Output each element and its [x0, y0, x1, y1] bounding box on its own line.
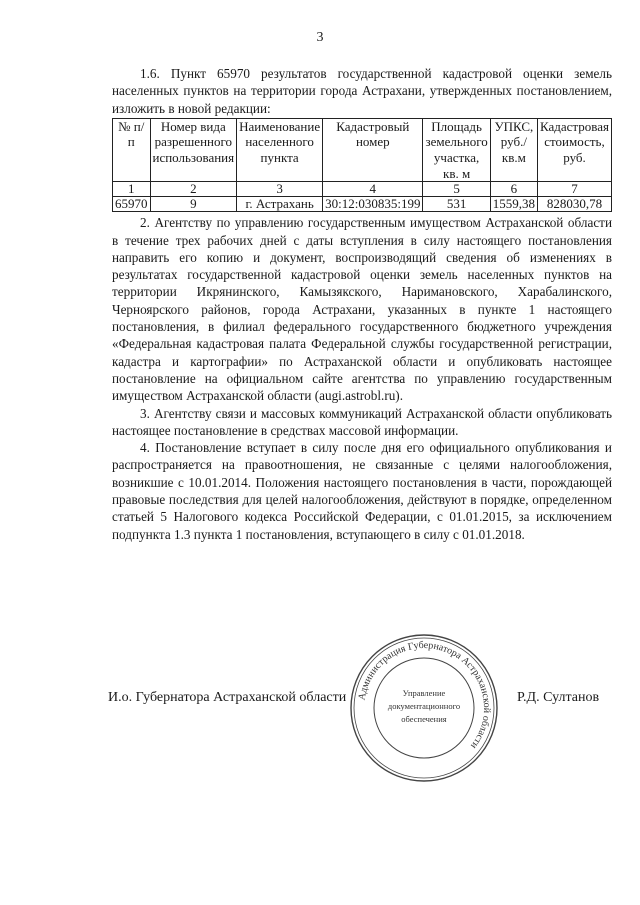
- table-row: [113, 197, 612, 212]
- header-number: № п/п: [113, 118, 151, 181]
- signatory-name: Р.Д. Султанов: [517, 690, 600, 705]
- cell-upks: 1559,38: [490, 197, 537, 212]
- page-number: 3: [316, 30, 324, 45]
- cadastral-table: [112, 118, 612, 212]
- column-number: 3: [237, 182, 323, 197]
- intro-paragraph: 1.6. Пункт 65970 результатов государственной кадастровой оценки земель населенных пунктов на территории города Астрахани, утвержденных постановлением, изложить в новой редакции:: [112, 66, 612, 116]
- column-number: 5: [423, 182, 490, 197]
- paragraph-2: 2. Агентству по управлению государственным имуществом Астраханской области в течение трех рабочих дней с даты вступления в силу настоящего постановления направить его копию и документ, воспроизводящий сведения об изменениях в результатах государственной кадастровой оценки земель населенных пунктов на территории Икрянинского, Камызякского, Наримановского, Харабалинского, Черноярского районов, города Астрахани, указанных в пункте 1 настоящего постановления, в филиал федерального государственного бюджетного учреждения «Федеральная кадастровая палата Федеральной службы государственной регистрации, кадастра и картографии» по Астраханской области и опубликовать настоящее постановление на официальном сайте агентства по управлению государственным имуществом Астраханской области (augi.astrobl.ru).: [112, 215, 612, 404]
- official-stamp: [348, 632, 500, 784]
- stamp-inner-line: Управление: [402, 688, 446, 698]
- column-number-row: [113, 182, 612, 197]
- stamp-inner-line: обеспечения: [401, 714, 447, 724]
- header-settlement: Наименование населенного пункта: [237, 118, 323, 181]
- stamp-outer-text: Администрация Губернатора Астраханской области: [356, 639, 493, 751]
- paragraph-3: 3. Агентству связи и массовых коммуникаций Астраханской области опубликовать настоящее постановление в средствах массовой информации.: [112, 405, 612, 438]
- column-number: 1: [113, 182, 151, 197]
- cell-area: 531: [423, 197, 490, 212]
- column-number: 6: [490, 182, 537, 197]
- column-number: 7: [538, 182, 612, 197]
- cell-number: 65970: [113, 197, 151, 212]
- column-number: 4: [323, 182, 423, 197]
- cell-use-type: 9: [150, 197, 237, 212]
- header-cadastral-cost: Кадастровая стоимость, руб.: [538, 118, 612, 181]
- cell-cadastral-no: 30:12:030835:199: [323, 197, 423, 212]
- stamp-inner-line: документационного: [387, 701, 461, 711]
- table-header-row: [113, 118, 612, 181]
- cell-cadastral-cost: 828030,78: [538, 197, 612, 212]
- paragraph-4: 4. Постановление вступает в силу после дня его официального опубликования и распространяется на правоотношения, не связанные с целями налогообложения, возникшие с 10.01.2014. Положения настоящего постановления в части, порождающей правовые последствия для целей налогообложения, действуют в порядке, определенном статьей 5 Налогового кодекса Российской Федерации, с 01.01.2015, за исключением подпункта 1.3 пункта 1 постановления, вступающего в силу с 01.01.2018.: [112, 440, 612, 542]
- column-number: 2: [150, 182, 237, 197]
- cell-settlement: г. Астрахань: [237, 197, 323, 212]
- signatory-title: И.о. Губернатора Астраханской области: [108, 690, 347, 705]
- header-upks: УПКС, руб./ кв.м: [490, 118, 537, 181]
- document-body: [112, 65, 612, 543]
- header-use-type: Номер вида разрешенного использования: [150, 118, 237, 181]
- header-area: Площадь земельного участка, кв. м: [423, 118, 490, 181]
- header-cadastral-no: Кадастровый номер: [323, 118, 423, 181]
